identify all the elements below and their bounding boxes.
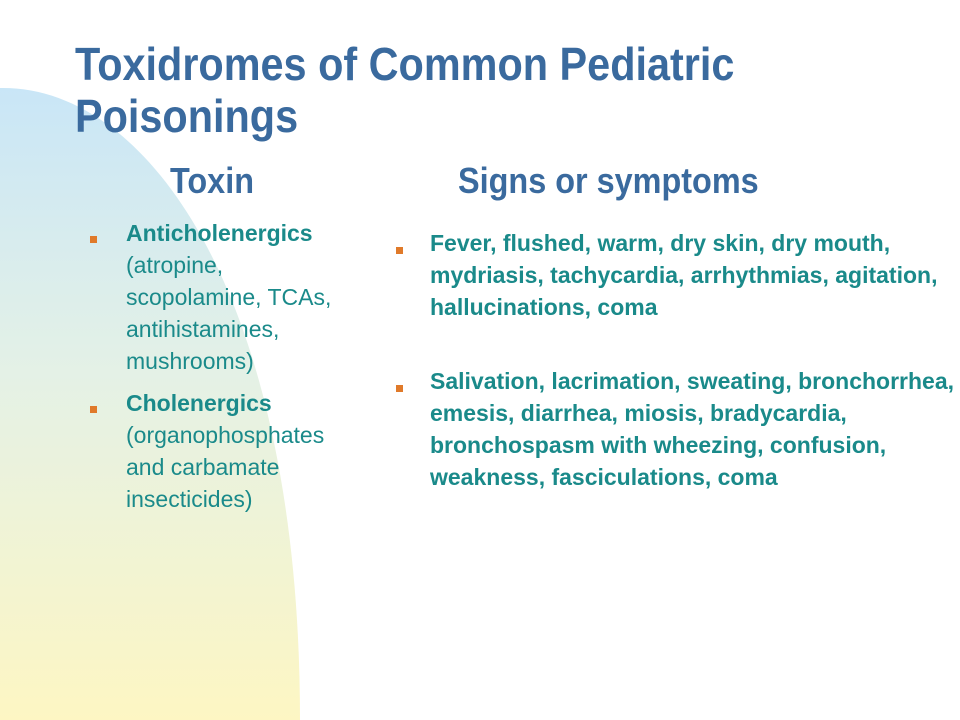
square-bullet-icon (90, 236, 97, 243)
signs-text: Salivation, lacrimation, sweating, bronchorrhea, emesis, diarrhea, miosis, bradycardia, bronchospasm with wheezing, confusion, weakness, fasciculations, coma (430, 368, 955, 490)
square-bullet-icon (396, 247, 403, 254)
square-bullet-icon (396, 385, 403, 392)
toxin-item (90, 217, 352, 377)
toxin-list (90, 217, 352, 515)
toxin-column-heading: Toxin (170, 160, 254, 201)
toxin-examples: (organophosphates and carbamate insecticides) (126, 422, 325, 512)
toxin-name: Cholenergics (126, 390, 272, 416)
toxin-item (90, 387, 352, 515)
toxin-examples: (atropine, scopolamine, TCAs, antihistamines, mushrooms) (126, 252, 332, 374)
signs-list (396, 227, 956, 493)
signs-item (396, 227, 956, 323)
signs-text: Fever, flushed, warm, dry skin, dry mouth, mydriasis, tachycardia, arrhythmias, agitation, hallucinations, coma (430, 230, 938, 320)
toxin-name: Anticholenergics (126, 220, 313, 246)
signs-column-heading: Signs or symptoms (458, 160, 759, 201)
signs-item (396, 365, 956, 493)
slide-title: Toxidromes of Common Pediatric Poisonings (75, 38, 735, 142)
square-bullet-icon (90, 406, 97, 413)
